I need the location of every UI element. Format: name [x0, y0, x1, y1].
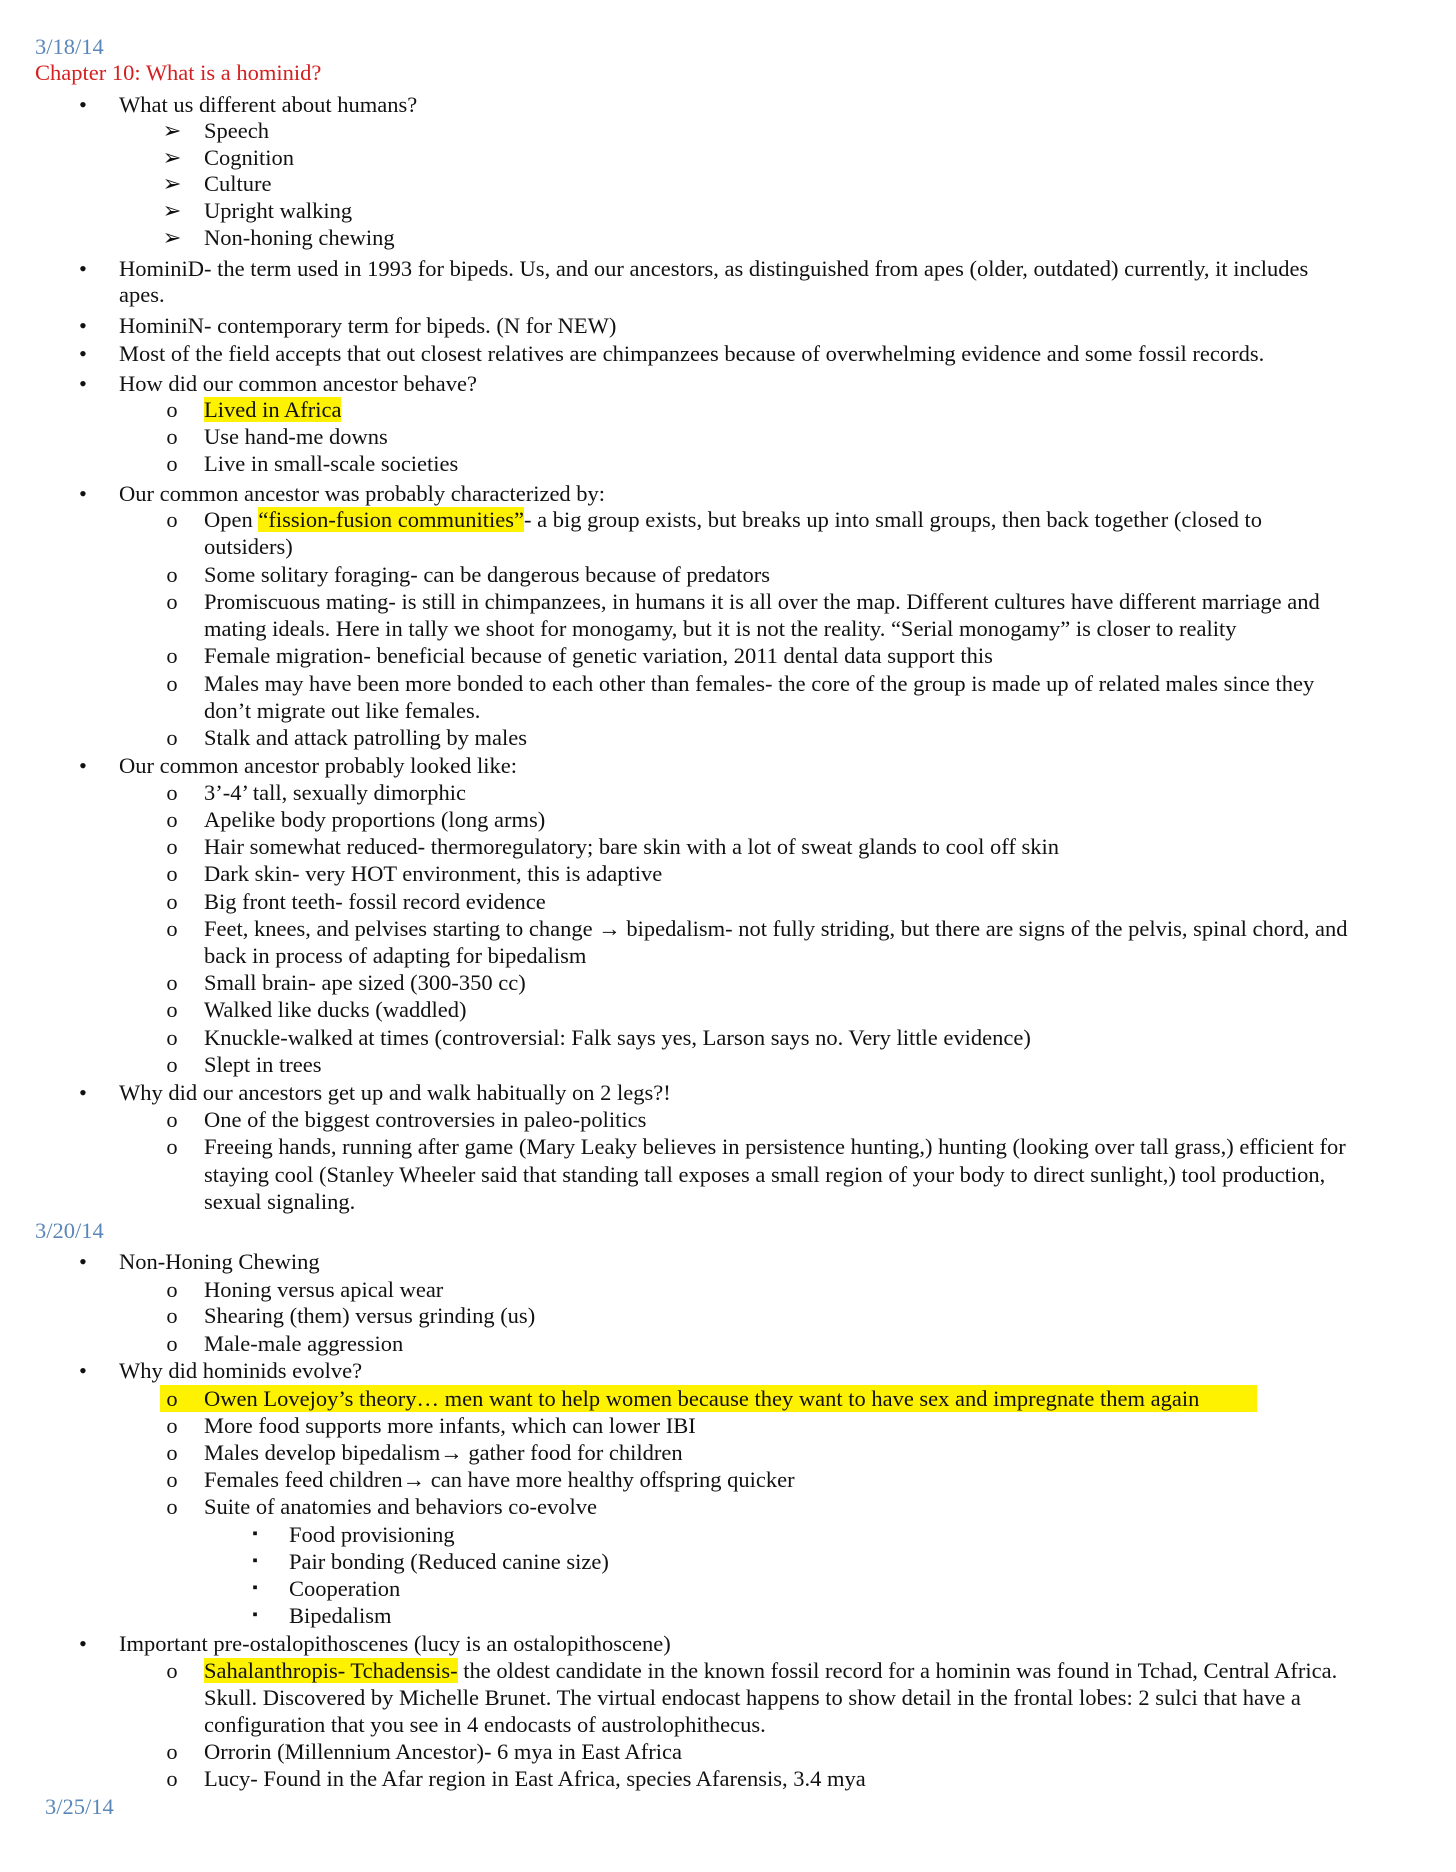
list-item: Lucy- Found in the Afar region in East Africa, species Afarensis, 3.4 mya: [204, 1766, 866, 1791]
list-item: HominiN- contemporary term for bipeds. (N for NEW): [119, 313, 617, 338]
list-item: HominiD- the term used in 1993 for bipeds. Us, and our ancestors, as distinguished from apes (older, outdated) currently, it includes: [119, 256, 1309, 281]
arrow-bullet-icon: ➢: [162, 225, 182, 250]
list-item: How did our common ancestor behave?: [119, 371, 478, 396]
bullet-icon: •: [79, 371, 87, 396]
circle-bullet-icon: o: [166, 725, 178, 750]
circle-bullet-icon: o: [166, 424, 178, 449]
circle-bullet-icon: o: [166, 1440, 178, 1465]
list-item-continued: sexual signaling.: [204, 1189, 356, 1214]
highlighted-text: Sahalanthropis- Tchadensis-: [204, 1658, 458, 1683]
list-item: Promiscuous mating- is still in chimpanzees, in humans it is all over the map. Different cultures have different marriage and: [204, 589, 1320, 614]
circle-bullet-icon: o: [166, 780, 178, 805]
list-item: Why did hominids evolve?: [119, 1358, 363, 1383]
circle-bullet-icon: o: [166, 671, 178, 696]
bullet-icon: •: [79, 92, 87, 117]
list-item: Slept in trees: [204, 1052, 322, 1077]
circle-bullet-icon: o: [166, 1331, 178, 1356]
bullet-icon: •: [79, 1249, 87, 1274]
list-item: [204, 506, 1262, 533]
list-item: Cooperation: [289, 1576, 401, 1601]
square-bullet-icon: ▪: [252, 1607, 258, 1623]
list-item: [204, 1657, 1337, 1684]
text: - a big group exists, but breaks up into small groups, then back together (closed to: [523, 507, 1262, 532]
list-item: More food supports more infants, which can lower IBI: [204, 1413, 696, 1438]
list-item: Big front teeth- fossil record evidence: [204, 889, 546, 914]
list-item: Shearing (them) versus grinding (us): [204, 1303, 536, 1328]
date-heading: 3/20/14: [35, 1218, 104, 1243]
circle-bullet-icon: o: [166, 1052, 178, 1077]
list-item-continued: configuration that you see in 4 endocasts of austrolophithecus.: [204, 1712, 766, 1737]
arrow-bullet-icon: ➢: [162, 118, 182, 143]
bullet-icon: •: [79, 1080, 87, 1105]
list-item-continued: apes.: [119, 282, 165, 307]
list-item: Honing versus apical wear: [204, 1277, 444, 1302]
list-item: Food provisioning: [289, 1522, 455, 1547]
list-item: Apelike body proportions (long arms): [204, 807, 546, 832]
list-item: Dark skin- very HOT environment, this is adaptive: [204, 861, 663, 886]
list-item: What us different about humans?: [119, 92, 418, 117]
list-item-continued: mating ideals. Here in tally we shoot for monogamy, but it is not the reality. “Serial monogamy” is closer to reality: [204, 616, 1237, 641]
circle-bullet-icon: o: [166, 562, 178, 587]
list-item: Suite of anatomies and behaviors co-evolve: [204, 1494, 598, 1519]
list-item: Upright walking: [204, 198, 353, 223]
bullet-icon: •: [79, 341, 87, 366]
circle-bullet-icon: o: [166, 970, 178, 995]
list-item: Females feed children→ can have more healthy offspring quicker: [204, 1467, 795, 1492]
list-item: Owen Lovejoy’s theory… men want to help women because they want to have sex and impregnate them again: [204, 1386, 1200, 1411]
circle-bullet-icon: o: [166, 1386, 178, 1411]
list-item: Female migration- beneficial because of genetic variation, 2011 dental data support this: [204, 643, 993, 668]
chapter-title: Chapter 10: What is a hominid?: [35, 60, 322, 85]
list-item-continued: staying cool (Stanley Wheeler said that standing tall exposes a small region of your body to direct sunlight,) tool production,: [204, 1162, 1326, 1187]
list-item: Bipedalism: [289, 1603, 392, 1628]
circle-bullet-icon: o: [166, 1413, 178, 1438]
highlighted-text: Lived in Africa: [204, 397, 342, 422]
list-item-continued: Skull. Discovered by Michelle Brunet. The virtual endocast happens to show detail in the frontal lobes: 2 sulci that have a: [204, 1685, 1301, 1710]
bullet-icon: •: [79, 753, 87, 778]
circle-bullet-icon: o: [166, 1303, 178, 1328]
list-item: Live in small-scale societies: [204, 451, 459, 476]
list-item: Speech: [204, 118, 269, 143]
list-item: Freeing hands, running after game (Mary Leaky believes in persistence hunting,) hunting (looking over tall grass,) efficient for: [204, 1134, 1346, 1159]
circle-bullet-icon: o: [166, 397, 178, 422]
text: Open: [204, 507, 259, 532]
bullet-icon: •: [79, 1358, 87, 1383]
circle-bullet-icon: o: [166, 451, 178, 476]
circle-bullet-icon: o: [166, 834, 178, 859]
list-item: Most of the field accepts that out closest relatives are chimpanzees because of overwhelming evidence and some fossil records.: [119, 341, 1265, 366]
arrow-bullet-icon: ➢: [162, 171, 182, 196]
list-item: Feet, knees, and pelvises starting to change → bipedalism- not fully striding, but there are signs of the pelvis, spinal chord, and: [204, 916, 1348, 941]
list-item: Use hand-me downs: [204, 424, 388, 449]
bullet-icon: •: [79, 1631, 87, 1656]
list-item: Culture: [204, 171, 272, 196]
circle-bullet-icon: o: [166, 807, 178, 832]
list-item: Important pre-ostalopithoscenes (lucy is an ostalopithoscene): [119, 1631, 671, 1656]
arrow-bullet-icon: ➢: [162, 198, 182, 223]
bullet-icon: •: [79, 256, 87, 281]
list-item: One of the biggest controversies in paleo-politics: [204, 1107, 647, 1132]
square-bullet-icon: ▪: [252, 1526, 258, 1542]
list-item: Stalk and attack patrolling by males: [204, 725, 528, 750]
circle-bullet-icon: o: [166, 1277, 178, 1302]
list-item: Non-honing chewing: [204, 225, 395, 250]
circle-bullet-icon: o: [166, 1467, 178, 1492]
list-item: Our common ancestor probably looked like:: [119, 753, 518, 778]
list-item: Cognition: [204, 145, 295, 170]
circle-bullet-icon: o: [166, 1658, 178, 1683]
list-item: Non-Honing Chewing: [119, 1249, 320, 1274]
list-item: Knuckle-walked at times (controversial: Falk says yes, Larson says no. Very little evidence): [204, 1025, 1031, 1050]
circle-bullet-icon: o: [166, 507, 178, 532]
list-item: Males develop bipedalism→ gather food for children: [204, 1440, 683, 1465]
circle-bullet-icon: o: [166, 589, 178, 614]
circle-bullet-icon: o: [166, 1025, 178, 1050]
square-bullet-icon: ▪: [252, 1553, 258, 1569]
circle-bullet-icon: o: [166, 997, 178, 1022]
circle-bullet-icon: o: [166, 1766, 178, 1791]
square-bullet-icon: ▪: [252, 1580, 258, 1596]
highlighted-text: “fission-fusion communities”: [258, 507, 524, 532]
list-item-continued: outsiders): [204, 534, 293, 559]
circle-bullet-icon: o: [166, 861, 178, 886]
circle-bullet-icon: o: [166, 1134, 178, 1159]
list-item: Why did our ancestors get up and walk habitually on 2 legs?!: [119, 1080, 671, 1105]
circle-bullet-icon: o: [166, 1494, 178, 1519]
circle-bullet-icon: o: [166, 1739, 178, 1764]
list-item: Our common ancestor was probably characterized by:: [119, 481, 606, 506]
circle-bullet-icon: o: [166, 1107, 178, 1132]
list-item: Male-male aggression: [204, 1331, 404, 1356]
circle-bullet-icon: o: [166, 889, 178, 914]
list-item: Males may have been more bonded to each other than females- the core of the group is made up of related males since they: [204, 671, 1315, 696]
circle-bullet-icon: o: [166, 916, 178, 941]
list-item: Walked like ducks (waddled): [204, 997, 467, 1022]
list-item: [204, 396, 341, 423]
list-item: 3’-4’ tall, sexually dimorphic: [204, 780, 467, 805]
list-item: Some solitary foraging- can be dangerous because of predators: [204, 562, 771, 587]
list-item: Orrorin (Millennium Ancestor)- 6 mya in East Africa: [204, 1739, 683, 1764]
list-item: Pair bonding (Reduced canine size): [289, 1549, 609, 1574]
date-heading: 3/25/14: [45, 1794, 114, 1819]
bullet-icon: •: [79, 313, 87, 338]
list-item: Hair somewhat reduced- thermoregulatory; bare skin with a lot of sweat glands to cool off skin: [204, 834, 1059, 859]
date-heading: 3/18/14: [35, 34, 104, 59]
list-item-continued: don’t migrate out like females.: [204, 698, 481, 723]
arrow-bullet-icon: ➢: [162, 145, 182, 170]
list-item-continued: back in process of adapting for bipedalism: [204, 943, 587, 968]
circle-bullet-icon: o: [166, 643, 178, 668]
text: the oldest candidate in the known fossil record for a hominin was found in Tchad, Central Africa.: [457, 1658, 1338, 1683]
list-item: Small brain- ape sized (300-350 cc): [204, 970, 526, 995]
bullet-icon: •: [79, 481, 87, 506]
